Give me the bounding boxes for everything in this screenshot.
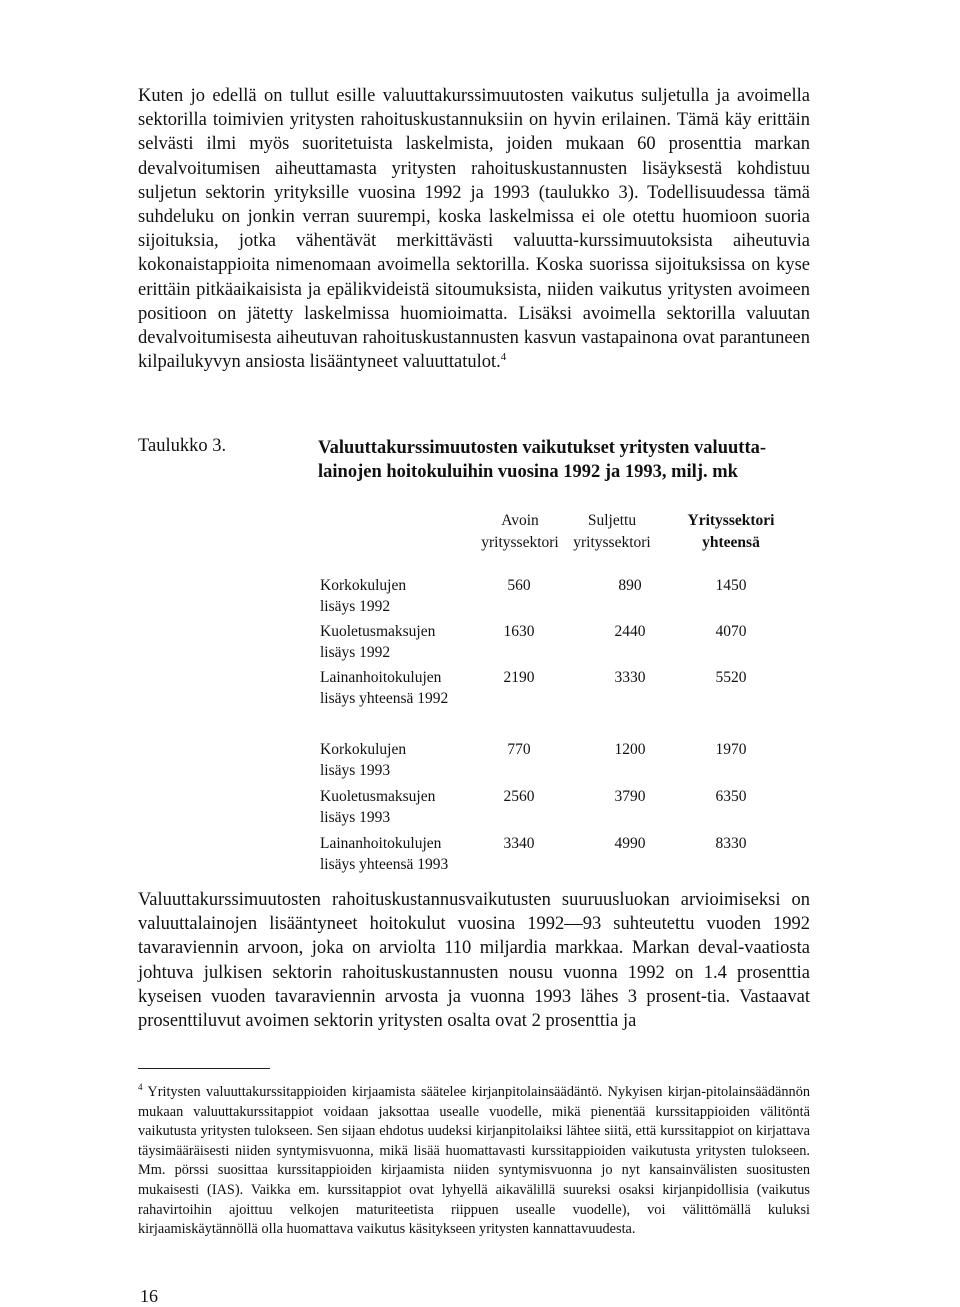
row-label [320,575,490,617]
table-row [0,621,960,667]
table-row [0,833,960,879]
cell-closed-sector: 4990 [614,835,646,852]
cell-open-sector: 2560 [503,788,535,805]
cell-open-sector: 1630 [503,623,535,640]
footnote-4 [138,1083,810,1240]
column-header-line: yhteensä [702,534,760,551]
row-label [320,786,490,828]
cell-open-sector: 770 [507,741,531,758]
cell-total: 4070 [715,623,747,640]
row-label-line: lisäys 1992 [320,598,391,615]
cell-closed-sector: 3790 [614,788,646,805]
row-label-line: Korkokulujen [320,741,407,758]
cell-total: 5520 [715,669,747,686]
page-number: 16 [140,1286,158,1306]
paragraph-1-text: Kuten jo edellä on tullut esille valuuttakurssimuutosten vaikutus suljetulla ja avoimella sektorilla toimivien yritysten rahoituskustannuksiin on hyvin erilainen. Tämä käy erittäin selvästi ilmi myös suoritetuista laskelmista, joiden mukaan 60 prosenttia markan devalvoitumisen aiheuttamasta yritysten rahoituskustannusten lisäyksestä kohdistuu suljetun sektorin yrityksille vuosina 1992 ja 1993 (taulukko 3). Todellisuudessa tämä suhdeluku on jonkin verran suurempi, koska laskelmissa ei ole otettu huomioon suoria sijoituksia, jotka vähentävät merkittävästi valuutta-kurssimuutoksista aiheutuvia kokonaistappioita nimenomaan avoimella sektorilla. Koska suorissa sijoituksissa on kyse erittäin pitkäaikaisista ja epälikvideistä sitoumuksista, niiden vaikutus yritysten avoimeen positioon on jätetty laskelmissa huomioimatta. Lisäksi avoimella sektorilla valuutan devalvoitumisesta aiheutuvan rahoituskustannusten kasvun vastapainona ovat parantuneen kilpailukyvyn ansiosta lisääntyneet valuuttatulot. [138,86,810,373]
table-row [0,739,960,785]
column-header-line: Yrityssektori [687,512,775,529]
column-header-closed-sector [547,510,677,554]
table-row [0,575,960,621]
row-label-line: Kuoletusmaksujen [320,788,436,805]
cell-open-sector: 560 [507,577,531,594]
body-paragraph-1 [138,84,810,374]
cell-total: 6350 [715,788,747,805]
row-label-line: Korkokulujen [320,577,407,594]
cell-closed-sector: 890 [618,577,642,594]
cell-open-sector: 2190 [503,669,535,686]
cell-total: 1450 [715,577,747,594]
row-label [320,621,490,663]
cell-closed-sector: 1200 [614,741,646,758]
table-row [0,786,960,832]
footnote-divider [138,1068,270,1069]
table-caption: Taulukko 3. [138,436,227,456]
cell-total: 8330 [715,835,747,852]
row-label-line: lisäys yhteensä 1993 [320,856,449,873]
row-label-line: Lainanhoitokulujen [320,835,442,852]
table-row [0,667,960,713]
table-title: Valuuttakurssimuutosten vaikutukset yritysten valuutta-lainojen hoitokuluihin vuosina 1992 ja 1993, milj. mk [318,438,767,482]
column-header-line: Suljettu [587,512,637,529]
row-label [320,667,490,709]
cell-total: 1970 [715,741,747,758]
footnote-marker: 4 [138,1082,143,1092]
row-label-line: Lainanhoitokulujen [320,669,442,686]
cell-closed-sector: 2440 [614,623,646,640]
footnote-ref-4[interactable]: 4 [500,351,507,364]
row-label [320,739,490,781]
column-header-total-sector [666,510,796,554]
row-label-line: lisäys yhteensä 1992 [320,690,449,707]
cell-closed-sector: 3330 [614,669,646,686]
cell-open-sector: 3340 [503,835,535,852]
column-header-line: Avoin [501,512,539,529]
row-label-line: Kuoletusmaksujen [320,623,436,640]
footnote-text: Yritysten valuuttakurssitappioiden kirjaamista säätelee kirjanpitolainsäädäntö. Nykyisen kirjan-pitolainsäädännön mukaan valuuttakurssitappiot voidaan jaksottaa usealle vuodelle, mikä pienentää kurssitappioiden välitöntä vaikutusta yritysten tulokseen. Sen sijaan ehdotus uudeksi kirjanpitolaiksi lähtee siitä, että kurssitappiot on kirjattava täysimääräisesti niiden syntymisvuonna, mikä lisää huomattavasti kurssitappioiden vaikutusta yritysten tulokseen. Mm. pörssi suosittaa kurssitappioiden kirjaamista niiden syntymisvuonna jo nyt kansainvälisten suositusten mukaisesti (IAS). Vaikka em. kurssitappiot ovat lyhyellä aikavälillä suureksi osaksi kirjanpidollisia (vaikutus rahavirtoihin ajoittuu velkojen maturiteetista riippuen usealle vuodelle), voi välittömällä kuluksi kirjaamiskäytännöllä olla huomattava vaikutus käsitykseen yritysten kannattavuudesta. [138,1084,810,1238]
row-label [320,833,490,875]
row-label-line: lisäys 1992 [320,644,391,661]
body-paragraph-2: Valuuttakurssimuutosten rahoituskustannusvaikutusten suuruusluokan arvioimiseksi on valuuttalainojen lisääntyneet hoitokulut vuosina 1992—93 suhteutettu vuoden 1992 tavaraviennin arvoon, joka on arviolta 110 miljardia markkaa. Markan deval-vaatiosta johtuva julkisen sektorin rahoituskustannusten nousu vuonna 1992 on 1.4 prosenttia kyseisen vuoden tavaraviennin arvosta ja vuonna 1993 lähes 3 prosent-tia. Vastaavat prosenttiluvut avoimen sektorin yritysten osalta ovat 2 prosenttia ja [138,890,810,1032]
row-label-line: lisäys 1993 [320,809,391,826]
row-label-line: lisäys 1993 [320,762,391,779]
column-header-line: yrityssektori [573,534,651,551]
column-header-line: yrityssektori [481,534,559,551]
